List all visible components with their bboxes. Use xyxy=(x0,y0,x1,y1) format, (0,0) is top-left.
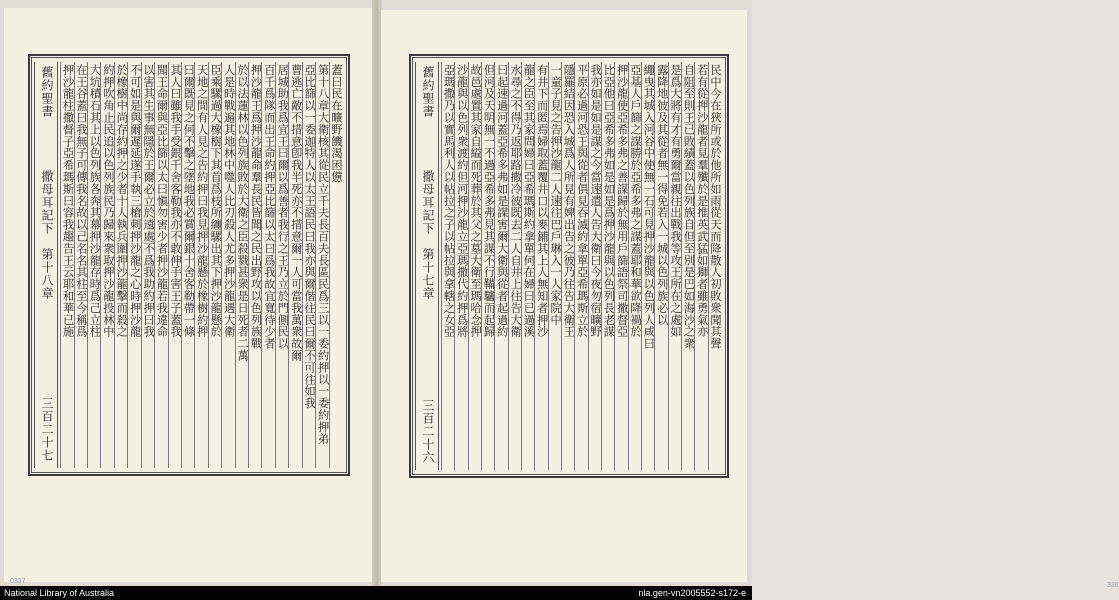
text-column: 臣乘騾過大橡樹下其首爲枝所纏騾出其下押沙龍懸於 xyxy=(208,62,221,468)
right-page-number: 三百二十六 xyxy=(421,399,435,464)
text-column: 若有從押沙龍者見羣殲於是推英武猛如獅者雖勇氣亦 xyxy=(694,62,707,470)
text-column: 有井下而匿焉婦取蓋覆井口以麥鋪其上人無知者押沙 xyxy=(534,62,547,470)
left-text-columns xyxy=(60,62,342,468)
text-column: 是爲大將有才有勇爾當親往出戰我等攻王所在之處如 xyxy=(668,62,681,470)
text-column: 沙龍與以色列衆渡約但河押沙龍立亞瑪撒代約押爲將 xyxy=(454,62,467,470)
text-column: 天地之間有人見之告約押曰我見押沙龍懸於橡樹約押 xyxy=(194,62,207,468)
text-column: 亞基人戶篩之謀勝於亞希多弗之謀蓋耶和華欲降禍於 xyxy=(628,62,641,470)
text-column: 押沙龍王爲押沙龍命羣長民皆聞之民出野攻以色列族戰 xyxy=(248,62,261,468)
right-chapter-label: 撒母耳記下 第十七章 xyxy=(421,170,435,300)
text-column: 民中今在狹所或於他所如雨從天而降散人初敗衆聞其聲 xyxy=(708,62,721,470)
text-column: 故邑處置其家自縊而死葬於其父之墓大衛至瑪哈念押 xyxy=(468,62,481,470)
right-text-block xyxy=(409,54,729,478)
text-column: 不可如是與爾遲延遂手執三槍刺押沙龍之心時押沙龍 xyxy=(127,62,140,468)
text-column: 曹逃亡敵不措意卽我半死亦不措意爾一人可當我萬衆故爾 xyxy=(288,62,301,468)
text-column: 水尋之不得乃返耶路撒冷彼既去二人自井上往告大衛 xyxy=(508,62,521,470)
text-column: 於橡樹中尚存約押之少者十人執兵圍押沙龍擊而殺之 xyxy=(114,62,127,468)
text-column: 隱羅結因恐入城爲人所見有婢出告之彼乃往告大衛王 xyxy=(561,62,574,470)
text-column: 但河及天明無一不過亞希多弗見其謀不行鞴驢而起歸 xyxy=(481,62,494,470)
text-column: 平原必過河恐王與從者俱見吞滅約拿單亞希瑪斯立於 xyxy=(574,62,587,470)
left-pencil-mark: 0337 xyxy=(10,578,26,585)
text-column: 聞王命爾與亞比篩以太曰愼勿害少者押沙龍若我違命 xyxy=(154,62,167,468)
text-column: 大坑積石其上以色列族各奔其幕押沙龍存時爲己立柱 xyxy=(87,62,100,468)
text-column: 亞比篩以一委迦特人以太王語民曰我亦與爾偕往民曰爾不可往如我 xyxy=(302,62,315,468)
right-book-title: 舊約聖書 xyxy=(421,66,435,118)
text-column: 押沙龍柱撒督子亞希瑪斯曰容我趨告王云耶和華已施 xyxy=(60,62,73,468)
text-column: 亞瑪撒乃以實馬利人以帖拉之子以帖拉與拿轄之女亞 xyxy=(441,62,454,470)
left-chapter-label: 撒母耳記下 第十八章 xyxy=(40,170,54,300)
text-column: 人是時戰遍其地林中噬人比刃殺人尤多押沙龍遇大衛 xyxy=(221,62,234,468)
text-column: 露降地彼及其從者無一得免若入一城以色列族必以 xyxy=(654,62,667,470)
footer-identifier: nla.gen-vn2005552-s172-e xyxy=(638,588,746,598)
right-pencil-mark: 336 xyxy=(1107,582,1119,589)
text-column: 在王谷蓋曰我無子可傳我名故以己名名其柱至今稱爲 xyxy=(74,62,87,468)
text-column: 龍之臣至其家問婦曰亞希瑪斯約拿單何在婦曰已過溪 xyxy=(521,62,534,470)
footer-institution: National Library of Australia xyxy=(4,588,115,598)
text-column: 居城助我爲宜王曰爾以爲善者我行之王乃立於門側民以 xyxy=(275,62,288,468)
text-column: 蓋曰民在曠野饑渴困憊 xyxy=(329,62,342,468)
right-margin-strip xyxy=(415,62,439,470)
text-column: 曰起速過河蓋亞希多弗如是謀害爾大衛與從者起過約 xyxy=(494,62,507,470)
left-margin-strip xyxy=(34,62,58,468)
left-page xyxy=(4,8,373,585)
text-column: 比亞他曰亞希多弗如是如是爲押沙龍與以色列長老謀 xyxy=(601,62,614,470)
text-column: 自阻至則王已敗績蓋以色列族自但至別是巴如海沙之衆 xyxy=(681,62,694,470)
text-column: 其人曰雖我手受銀千舍客勒我亦不敢伸手害王子蓋我 xyxy=(168,62,181,468)
text-column: 曰爾既見之何不擊之墜地我必賞爾銀十舍客勒帶一條 xyxy=(181,62,194,468)
text-column: 繩曳其城入河谷中使無一石可見押沙龍與以色列人咸曰 xyxy=(641,62,654,470)
text-column: 押沙龍使亞希多弗之善謀歸於無用戶篩語祭司撒督亞 xyxy=(614,62,627,470)
text-column: 以害其生事無隱於王爾必立於遠處不爲我助約押曰我 xyxy=(141,62,154,468)
text-column: 一童子見之告押沙龍二人速往巴戶琳入一人家院中 xyxy=(548,62,561,470)
left-text-block xyxy=(28,54,350,476)
left-page-number: 三百二十七 xyxy=(40,397,54,462)
text-column: 第十八章大衛核其從民立千夫長百夫長區民爲三以一委約押以一委約押弟 xyxy=(315,62,328,468)
left-book-title: 舊約聖書 xyxy=(40,66,54,118)
text-column: 約押吹角止民追以色列族民乃歸來衆取押沙龍投林中 xyxy=(100,62,113,468)
text-column: 我亦如是如是謀之今當速遣人告大衛曰今夜勿宿曠野 xyxy=(588,62,601,470)
text-column: 百千爲隊而出王命約押亞比篩以太曰爲我故宜寬待少者 xyxy=(261,62,274,468)
right-text-columns xyxy=(441,62,721,470)
footer-bar xyxy=(0,586,752,600)
text-column: 於以法蓮林以色列族敗於大衛之臣殺戮甚衆是日死者二萬 xyxy=(235,62,248,468)
right-page xyxy=(381,10,1119,589)
